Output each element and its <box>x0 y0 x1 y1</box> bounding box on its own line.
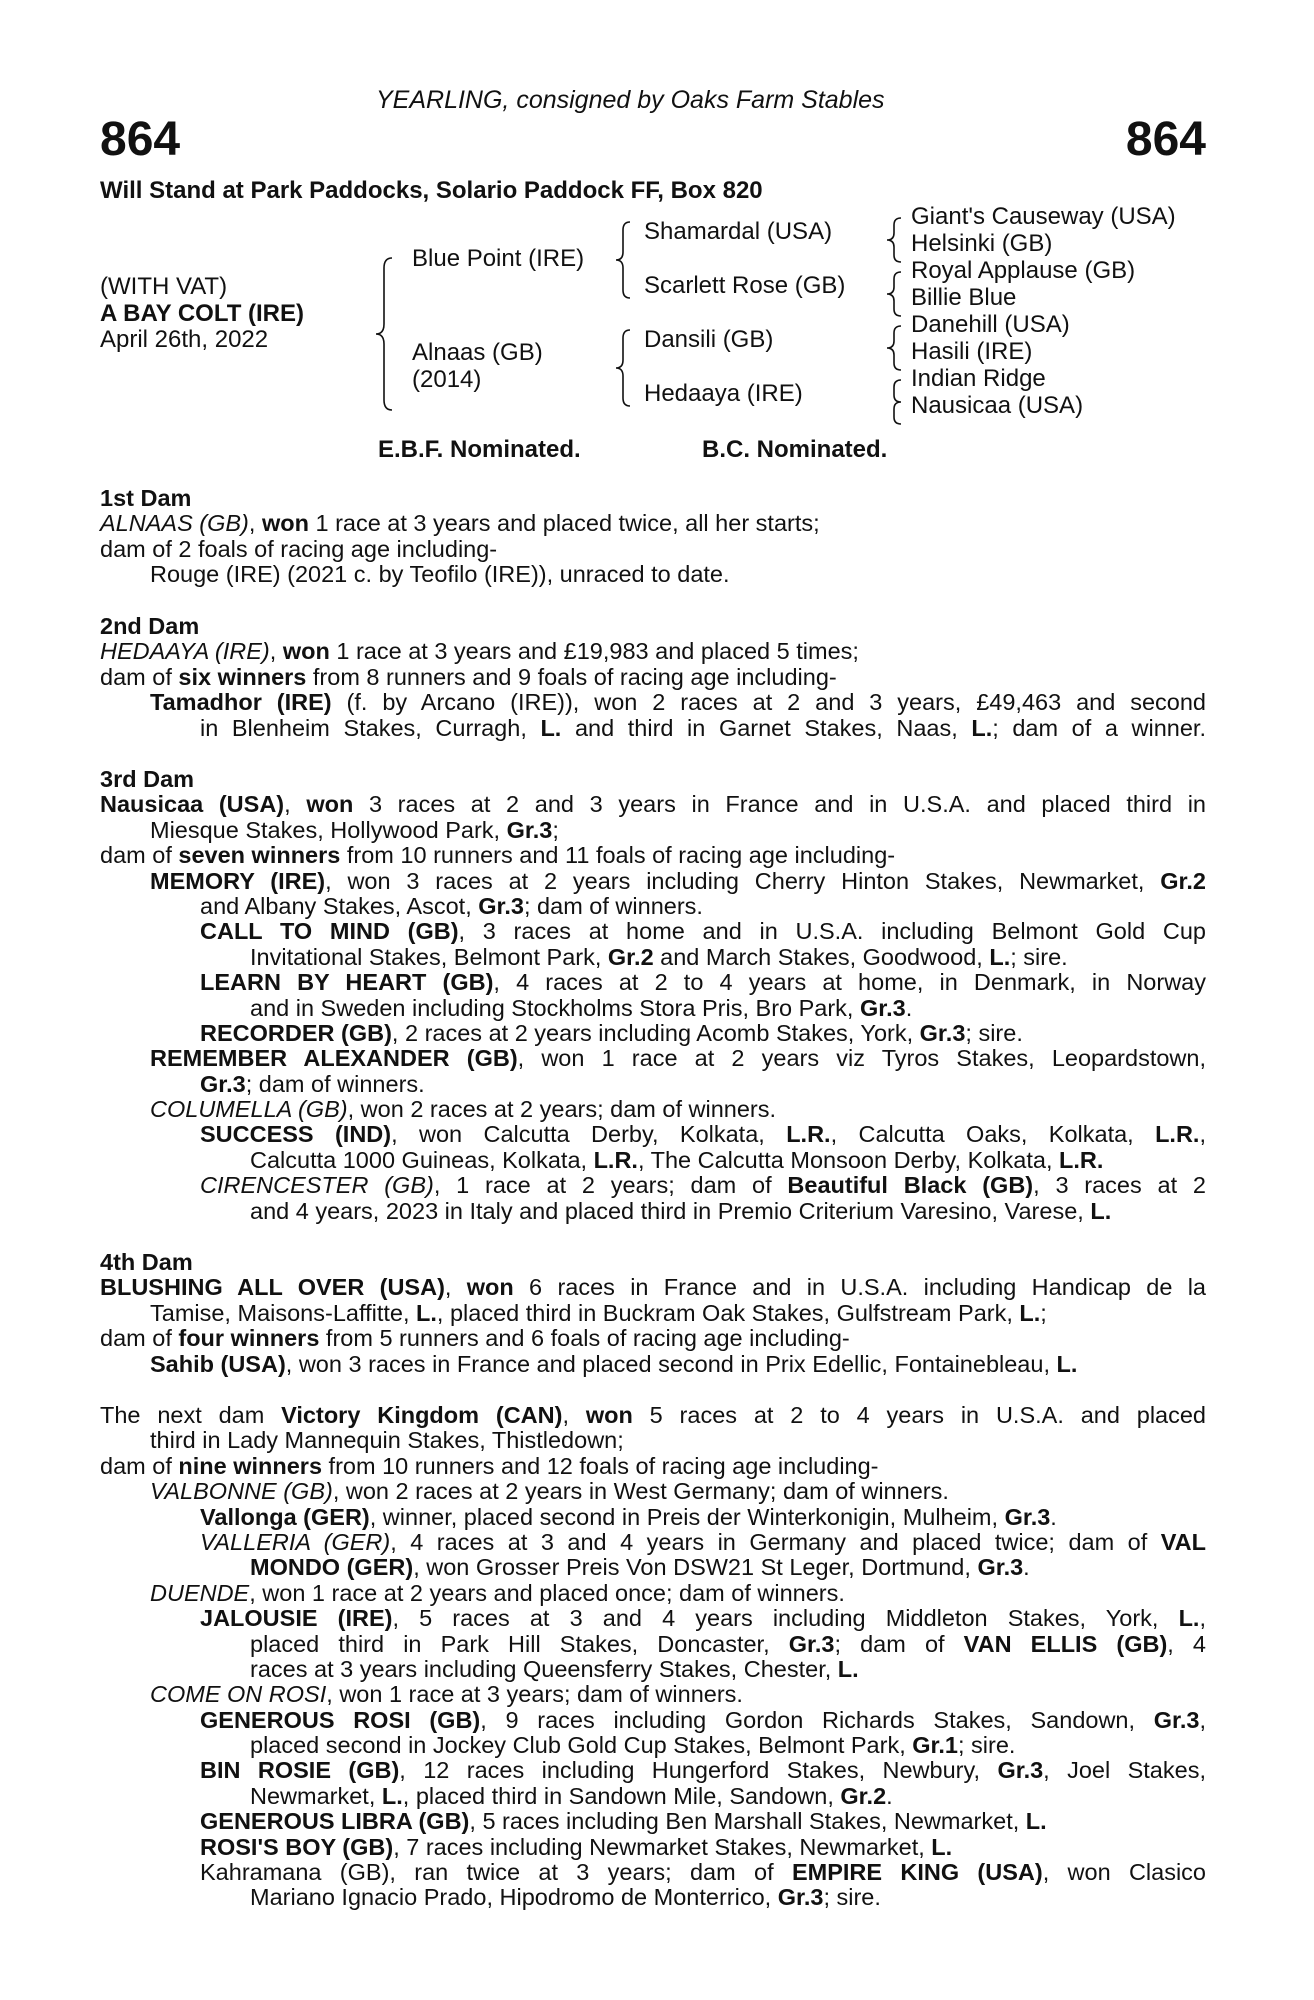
dam-line <box>100 843 1206 868</box>
dam-line <box>100 1021 1206 1046</box>
dam-line <box>100 1606 1206 1631</box>
text-segment: ; dam of winners. <box>524 892 703 919</box>
text-segment: dam of <box>100 663 179 690</box>
dam-line <box>100 970 1206 995</box>
text-segment: Gr.2 <box>607 943 654 970</box>
text-segment: , placed third in Buckram Oak Stakes, Gulfstream Park, <box>436 1299 1020 1326</box>
text-segment: VALBONNE (GB) <box>150 1478 333 1505</box>
text-segment: won <box>585 1402 633 1428</box>
text-segment: Invitational Stakes, Belmont Park, <box>250 943 608 970</box>
text-segment: L.R. <box>1059 1146 1104 1173</box>
text-segment: VALLERIA (GER) <box>200 1528 391 1555</box>
text-segment: Gr.3 <box>506 816 553 843</box>
text-segment: MEMORY (IRE) <box>150 867 326 894</box>
text-segment: ; dam of a winner. <box>992 714 1206 741</box>
text-segment: Gr.2 <box>840 1782 887 1809</box>
text-segment: , Calcutta Oaks, Kolkata, <box>830 1121 1156 1148</box>
text-segment: DUENDE <box>150 1579 250 1606</box>
ebf-nomination: E.B.F. Nominated. <box>378 436 581 463</box>
text-segment: Victory Kingdom (CAN) <box>281 1402 563 1428</box>
text-segment: , 7 races including Newmarket Stakes, Newmarket, <box>393 1833 932 1860</box>
pedigree-sds: Royal Applause (GB) <box>911 257 1136 284</box>
text-segment: Mariano Ignacio Prado, Hipodromo de Monterrico, <box>250 1884 778 1911</box>
text-segment: 6 races in France and in U.S.A. including Handicap de la <box>513 1274 1207 1301</box>
text-segment: , <box>248 510 262 537</box>
text-segment: , 9 races including Gordon Richards Stakes, Sandown, <box>480 1706 1154 1733</box>
text-segment: , won Grosser Preis Von DSW21 St Leger, Dortmund, <box>413 1554 978 1581</box>
dam-line <box>100 1454 1206 1479</box>
text-segment: Tamadhor (IRE) <box>150 689 332 716</box>
third-dam-section <box>100 767 1206 1224</box>
text-segment: L.R. <box>786 1121 831 1148</box>
dam-line <box>100 1301 1206 1326</box>
text-segment: in Blenheim Stakes, Curragh, <box>200 714 541 741</box>
text-segment: placed second in Jockey Club Gold Cup Stakes, Belmont Park, <box>250 1732 913 1759</box>
text-segment: Tamise, Maisons-Laffitte, <box>150 1299 417 1326</box>
text-segment: from 8 runners and 9 foals of racing age including- <box>306 663 837 690</box>
text-segment: , won Clasico <box>1042 1859 1207 1886</box>
text-segment: L. <box>931 1833 953 1860</box>
text-segment: L.R. <box>593 1146 638 1173</box>
text-segment: L. <box>837 1655 859 1682</box>
text-segment: . <box>905 994 913 1021</box>
next-dam-section <box>100 1403 1206 1911</box>
dam-line <box>100 1708 1206 1733</box>
dam-line <box>100 1097 1206 1122</box>
text-segment: ; sire. <box>958 1732 1016 1759</box>
dam-line <box>100 792 1206 817</box>
dam-line <box>100 1072 1206 1097</box>
text-segment: Gr.3 <box>200 1070 246 1097</box>
dam-line <box>100 1173 1206 1198</box>
text-segment: Vallonga (GER) <box>200 1503 370 1530</box>
section-heading: 3rd Dam <box>100 766 195 792</box>
text-segment: GENEROUS ROSI (GB) <box>200 1706 481 1733</box>
text-segment: CALL TO MIND (GB) <box>200 918 459 945</box>
text-segment: L.R. <box>1155 1121 1200 1148</box>
dam-line <box>100 690 1206 715</box>
text-segment: L. <box>971 714 993 741</box>
text-segment: VAN ELLIS (GB) <box>963 1630 1168 1657</box>
dam-line <box>100 996 1206 1021</box>
text-segment: won <box>282 638 330 665</box>
dam-line <box>100 1733 1206 1758</box>
text-segment: , <box>1199 1121 1206 1148</box>
dam-line <box>100 1122 1206 1147</box>
dam-line <box>100 1403 1206 1428</box>
dam-line <box>100 1199 1206 1224</box>
text-segment: EMPIRE KING (USA) <box>791 1859 1043 1886</box>
text-segment: . <box>1050 1503 1057 1530</box>
text-segment: won <box>466 1274 514 1301</box>
dam-line <box>100 1809 1206 1834</box>
dam-line <box>100 1479 1206 1504</box>
dam-line <box>100 894 1206 919</box>
text-segment: CIRENCESTER (GB) <box>200 1172 434 1199</box>
text-segment: L. <box>416 1299 437 1326</box>
text-segment: , 3 races at 2 <box>1033 1172 1206 1199</box>
text-segment: SUCCESS (IND) <box>200 1121 392 1148</box>
vat-note: (WITH VAT) <box>100 273 228 300</box>
text-segment: ; dam of winners. <box>245 1070 425 1097</box>
dam-line <box>100 562 1206 587</box>
text-segment: L. <box>1178 1605 1200 1632</box>
text-segment: , 5 races including Ben Marshall Stakes, Newmarket, <box>469 1808 1026 1835</box>
text-segment: Beautiful Black (GB) <box>787 1172 1034 1199</box>
text-segment: , 4 <box>1167 1630 1206 1657</box>
text-segment: ; sire. <box>1010 943 1068 970</box>
pedigree-ssd: Helsinki (GB) <box>911 230 1053 257</box>
dam-line <box>100 511 1206 536</box>
text-segment: nine winners <box>178 1452 323 1479</box>
text-segment: , <box>1199 1605 1206 1632</box>
pedigree-sire-dam: Scarlett Rose (GB) <box>644 272 846 299</box>
text-segment: L. <box>1025 1808 1047 1835</box>
text-segment: Newmarket, <box>250 1782 382 1809</box>
dam-line <box>100 1784 1206 1809</box>
text-segment: and 4 years, 2023 in Italy and placed third in Premio Criterium Varesino, Varese, <box>250 1197 1091 1224</box>
text-segment: The next dam <box>100 1402 282 1428</box>
lot-number-left: 864 <box>100 113 181 166</box>
text-segment: dam of <box>100 1452 179 1479</box>
text-segment: won <box>261 510 309 537</box>
text-segment: Gr.3 <box>860 994 906 1021</box>
text-segment: dam of 2 foals of racing age including- <box>100 535 498 562</box>
text-segment: races at 3 years including Queensferry Stakes, Chester, <box>250 1655 838 1682</box>
text-segment: COLUMELLA (GB) <box>150 1096 348 1123</box>
dam-line <box>100 1657 1206 1682</box>
horse-name: A BAY COLT (IRE) <box>100 300 305 327</box>
pedigree-sdd: Billie Blue <box>911 284 1017 311</box>
text-segment: , <box>562 1402 586 1428</box>
text-segment: , won 1 race at 3 years; dam of winners. <box>326 1681 743 1708</box>
dam-line <box>100 537 1206 562</box>
dam-line <box>100 1352 1206 1377</box>
text-segment: , 2 races at 2 years including Acomb Stakes, York, <box>391 1019 920 1046</box>
text-segment: third in Lady Mannequin Stakes, Thistledown; <box>150 1427 624 1454</box>
dam-line <box>100 1758 1206 1783</box>
dam-line <box>100 1632 1206 1657</box>
section-heading: 4th Dam <box>100 1249 193 1275</box>
text-segment: , won Calcutta Derby, Kolkata, <box>391 1121 787 1148</box>
sale-subtitle: YEARLING, consigned by Oaks Farm Stables <box>376 86 885 114</box>
text-segment: Gr.1 <box>912 1732 958 1759</box>
text-segment: COME ON ROSI <box>150 1681 327 1708</box>
dam-line <box>100 716 1206 741</box>
lot-number-right: 864 <box>1125 113 1206 166</box>
text-segment: L. <box>1056 1350 1078 1377</box>
dam-line <box>100 1835 1206 1860</box>
text-segment: , placed third in Sandown Mile, Sandown, <box>402 1782 841 1809</box>
dam-line <box>100 1428 1206 1453</box>
text-segment: , 1 race at 2 years; dam of <box>433 1172 788 1199</box>
dam-line <box>100 1885 1206 1910</box>
text-segment: 5 races at 2 to 4 years in U.S.A. and placed <box>632 1402 1206 1428</box>
text-segment: , <box>284 791 307 818</box>
text-segment: and in Sweden including Stockholms Stora Pris, Bro Park, <box>250 994 860 1021</box>
text-segment: Gr.3 <box>1153 1706 1200 1733</box>
dam-line <box>100 1555 1206 1580</box>
dam-line <box>100 1046 1206 1071</box>
dam-line <box>100 945 1206 970</box>
text-segment: , 12 races including Hungerford Stakes, Newbury, <box>399 1757 998 1784</box>
dam-line <box>100 639 1206 664</box>
text-segment: VAL <box>1160 1528 1206 1555</box>
text-segment: Miesque Stakes, Hollywood Park, <box>150 816 507 843</box>
text-segment: seven winners <box>178 842 341 869</box>
text-segment: six winners <box>178 663 307 690</box>
text-segment: Gr.3 <box>777 1884 824 1911</box>
text-segment: L. <box>1019 1299 1041 1326</box>
text-segment: , 5 races at 3 and 4 years including Middleton Stakes, York, <box>392 1605 1179 1632</box>
text-segment: , <box>444 1274 467 1301</box>
dam-line <box>100 1860 1206 1885</box>
text-segment: BIN ROSIE (GB) <box>200 1757 400 1784</box>
text-segment: from 10 runners and 12 foals of racing age including- <box>322 1452 879 1479</box>
text-segment: Kahramana (GB), ran twice at 3 years; dam of <box>200 1859 792 1886</box>
text-segment: JALOUSIE (IRE) <box>200 1605 393 1632</box>
pedigree-dsd: Hasili (IRE) <box>911 338 1033 365</box>
text-segment: 1 race at 3 years and £19,983 and placed 5 times; <box>329 638 859 665</box>
text-segment: and March Stakes, Goodwood, <box>653 943 990 970</box>
dam-line <box>100 1275 1206 1300</box>
text-segment: Gr.3 <box>919 1019 966 1046</box>
text-segment: and Albany Stakes, Ascot, <box>200 892 479 919</box>
text-segment: four winners <box>178 1325 320 1352</box>
dam-line <box>100 665 1206 690</box>
text-segment: placed third in Park Hill Stakes, Doncaster, <box>250 1630 789 1657</box>
text-segment: ROSI'S BOY (GB) <box>200 1833 394 1860</box>
section-heading: 2nd Dam <box>100 613 200 639</box>
text-segment: GENEROUS LIBRA (GB) <box>200 1808 470 1835</box>
text-segment: ALNAAS (GB) <box>100 510 249 537</box>
text-segment: dam of <box>100 842 179 869</box>
text-segment: Gr.3 <box>997 1757 1044 1784</box>
text-segment: Rouge (IRE) (2021 c. by Teofilo (IRE)), unraced to date. <box>150 561 730 588</box>
text-segment: from 10 runners and 11 foals of racing age including- <box>340 842 896 869</box>
text-segment: , <box>1199 1706 1206 1733</box>
dam-line <box>100 1581 1206 1606</box>
pedigree-sire: Blue Point (IRE) <box>412 245 585 272</box>
dam-line <box>100 818 1206 843</box>
text-segment: Gr.3 <box>977 1554 1024 1581</box>
second-dam-section <box>100 614 1206 741</box>
text-segment: REMEMBER ALEXANDER (GB) <box>150 1045 518 1072</box>
pedigree-dam-sire: Dansili (GB) <box>644 326 774 353</box>
text-segment: L. <box>1090 1197 1112 1224</box>
text-segment: L. <box>381 1782 403 1809</box>
text-segment: L. <box>540 714 562 741</box>
pedigree-dam: Alnaas (GB) <box>412 339 543 366</box>
dam-line <box>100 919 1206 944</box>
stand-location: Will Stand at Park Paddocks, Solario Paddock FF, Box 820 <box>100 177 763 204</box>
text-segment: , won 1 race at 2 years viz Tyros Stakes, Leopardstown, <box>517 1045 1206 1072</box>
text-segment: MONDO (GER) <box>250 1554 414 1581</box>
pedigree-dam-year: (2014) <box>412 366 482 393</box>
dam-line <box>100 1148 1206 1173</box>
pedigree-dam-dam: Hedaaya (IRE) <box>644 380 803 407</box>
dam-line <box>100 1682 1206 1707</box>
text-segment: 1 race at 3 years and placed twice, all her starts; <box>308 510 820 537</box>
text-segment: , The Calcutta Monsoon Derby, Kolkata, <box>637 1146 1060 1173</box>
bc-nomination: B.C. Nominated. <box>702 436 888 463</box>
text-segment: Calcutta 1000 Guineas, Kolkata, <box>250 1146 594 1173</box>
text-segment: , won 3 races at 2 years including Cherry Hinton Stakes, Newmarket, <box>325 867 1161 894</box>
text-segment: HEDAAYA (IRE) <box>100 638 270 665</box>
dam-line <box>100 1326 1206 1351</box>
pedigree-dss: Danehill (USA) <box>911 311 1070 338</box>
text-segment: 3 races at 2 and 3 years in France and in U.S.A. and placed third in <box>353 791 1206 818</box>
text-segment: LEARN BY HEART (GB) <box>200 969 494 996</box>
pedigree-sire-sire: Shamardal (USA) <box>644 218 833 245</box>
text-segment: , won 2 races at 2 years; dam of winners. <box>347 1096 777 1123</box>
text-segment: ; dam of <box>834 1630 964 1657</box>
text-segment: ; sire. <box>965 1019 1023 1046</box>
text-segment: ; <box>552 816 559 843</box>
text-segment: , 4 races at 2 to 4 years at home, in Denmark, in Norway <box>493 969 1206 996</box>
section-heading: 1st Dam <box>100 485 192 511</box>
first-dam-section <box>100 486 1206 588</box>
text-segment: won <box>306 791 354 818</box>
dam-line <box>100 1530 1206 1555</box>
text-segment: from 5 runners and 6 foals of racing age including- <box>319 1325 850 1352</box>
text-segment: , won 3 races in France and placed second in Prix Edellic, Fontainebleau, <box>285 1350 1057 1377</box>
text-segment: and third in Garnet Stakes, Naas, <box>561 714 972 741</box>
text-segment: Gr.3 <box>1004 1503 1051 1530</box>
text-segment: ; sire. <box>823 1884 881 1911</box>
text-segment: . <box>1023 1554 1030 1581</box>
pedigree-ddd: Nausicaa (USA) <box>911 392 1084 419</box>
text-segment: Nausicaa (USA) <box>100 791 285 818</box>
text-segment: , won 1 race at 2 years and placed once; dam of winners. <box>249 1579 845 1606</box>
text-segment: Gr.2 <box>1160 867 1206 894</box>
text-segment: , Joel Stakes, <box>1043 1757 1206 1784</box>
text-segment: Sahib (USA) <box>150 1350 286 1377</box>
text-segment: , 4 races at 3 and 4 years in Germany and placed twice; dam of <box>390 1528 1161 1555</box>
pedigree-sss: Giant's Causeway (USA) <box>911 203 1176 230</box>
text-segment: (f. by Arcano (IRE)), won 2 races at 2 and 3 years, £49,463 and second <box>331 689 1206 716</box>
text-segment: , won 2 races at 2 years in West Germany; dam of winners. <box>332 1478 949 1505</box>
text-segment: L. <box>989 943 1011 970</box>
text-segment: , 3 races at home and in U.S.A. including Belmont Gold Cup <box>458 918 1206 945</box>
horse-dob: April 26th, 2022 <box>100 326 269 353</box>
text-segment: Gr.3 <box>788 1630 835 1657</box>
text-segment: RECORDER (GB) <box>200 1019 392 1046</box>
text-segment: ; <box>1040 1299 1047 1326</box>
fourth-dam-section <box>100 1250 1206 1377</box>
text-segment: , winner, placed second in Preis der Winterkonigin, Mulheim, <box>369 1503 1005 1530</box>
text-segment: dam of <box>100 1325 179 1352</box>
text-segment: . <box>886 1782 893 1809</box>
text-segment: Gr.3 <box>478 892 524 919</box>
text-segment: BLUSHING ALL OVER (USA) <box>100 1274 445 1301</box>
dam-line <box>100 1505 1206 1530</box>
text-segment: , <box>269 638 283 665</box>
pedigree-dds: Indian Ridge <box>911 365 1046 392</box>
dam-line <box>100 869 1206 894</box>
